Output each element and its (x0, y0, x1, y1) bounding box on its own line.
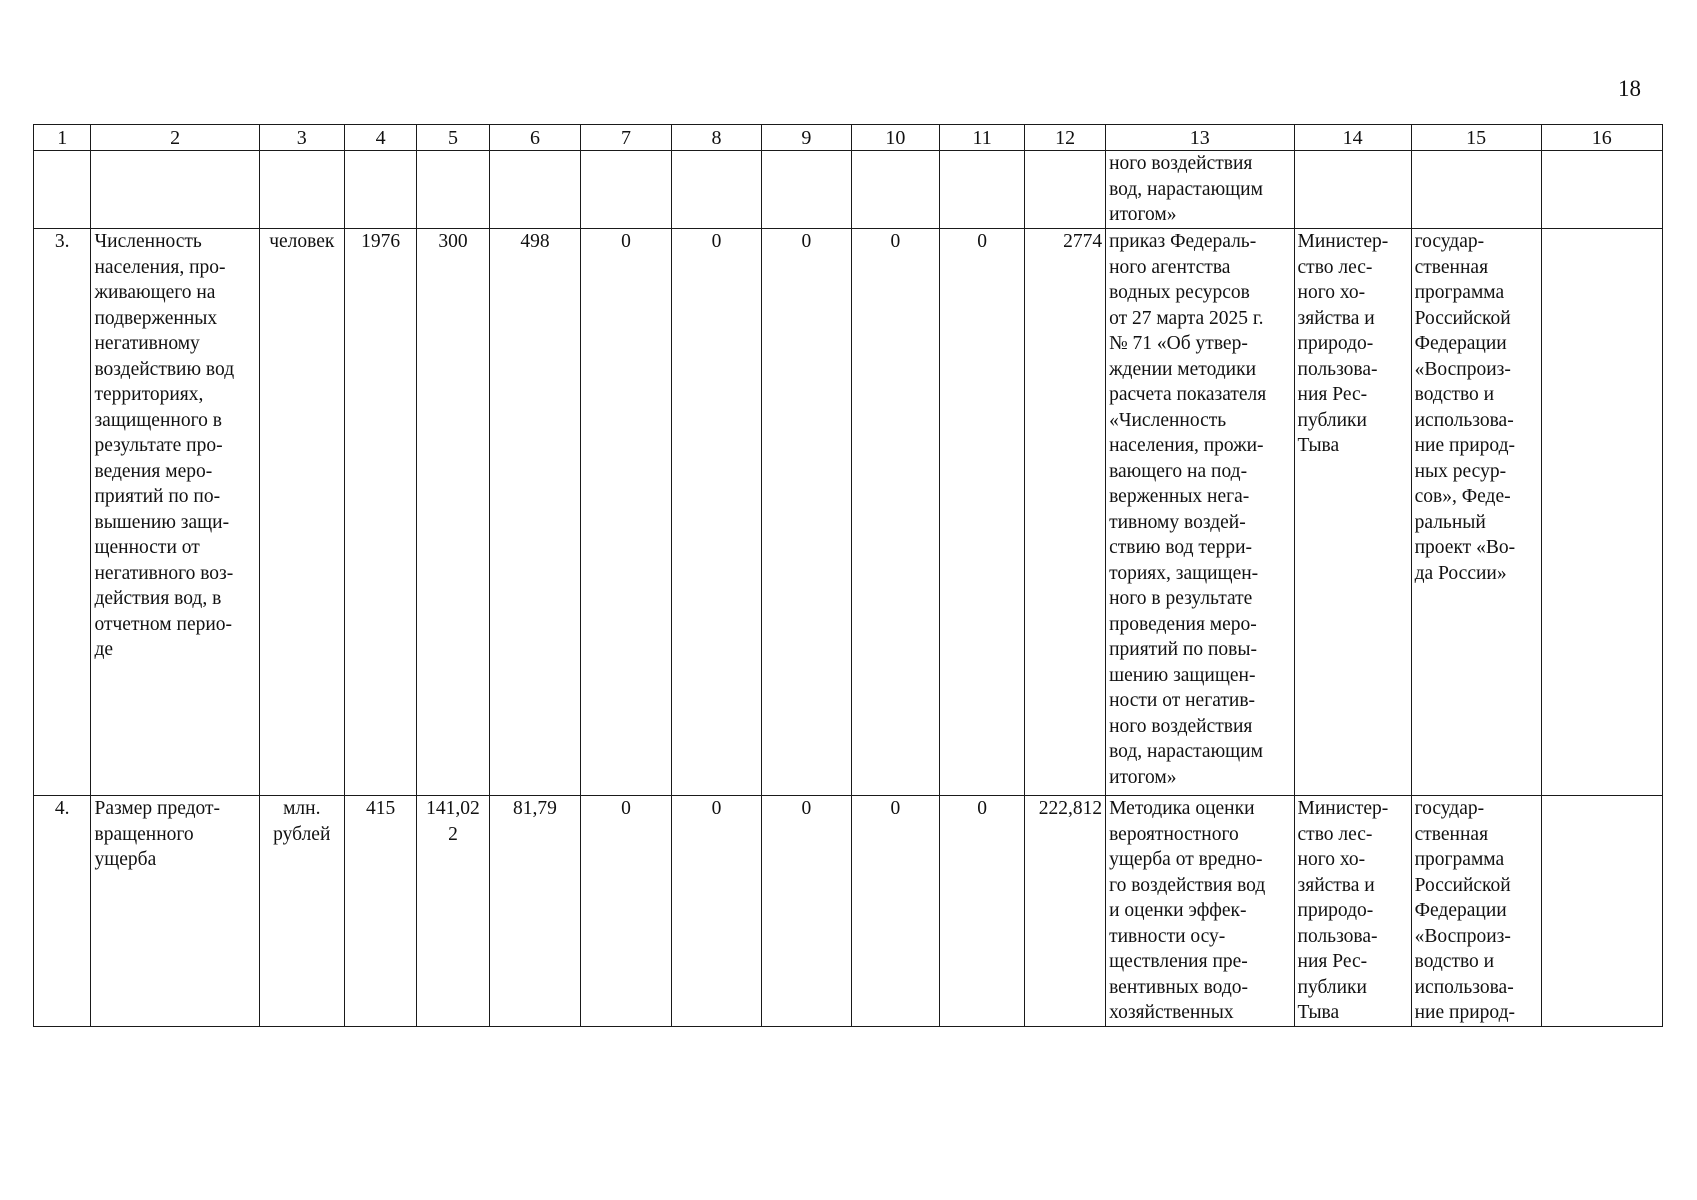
table-header-row (34, 125, 1663, 151)
empty-cell (259, 151, 344, 229)
value-col-5: 300 (417, 229, 489, 796)
header-cell-2: 2 (91, 125, 259, 151)
indicators-table (33, 124, 1663, 1027)
table-row (34, 796, 1663, 1027)
header-cell-13: 13 (1106, 125, 1294, 151)
method-document: Методика оценки вероятностного ущерба от вредно- го воздействия вод и оценки эффек- тивности осу- ществления пре- вентивных водо- хозяйственных (1106, 796, 1294, 1027)
empty-cell (581, 151, 672, 229)
value-col-11: 0 (940, 796, 1025, 1027)
header-cell-3: 3 (259, 125, 344, 151)
empty-cell (1294, 151, 1411, 229)
empty-cell (671, 151, 762, 229)
value-col-7: 0 (581, 229, 672, 796)
header-cell-11: 11 (940, 125, 1025, 151)
value-col-9: 0 (762, 796, 851, 1027)
header-cell-7: 7 (581, 125, 672, 151)
col-16-cell (1541, 229, 1662, 796)
header-cell-12: 12 (1025, 125, 1106, 151)
value-col-4: 1976 (344, 229, 416, 796)
responsible-agency: Министер- ство лес- ного хо- зяйства и природо- пользова- ния Рес- публики Тыва (1294, 229, 1411, 796)
table-row-continuation (34, 151, 1663, 229)
table-row (34, 229, 1663, 796)
unit-cell: млн. рублей (259, 796, 344, 1027)
row-number: 4. (34, 796, 91, 1027)
value-col-6: 81,79 (489, 796, 581, 1027)
header-cell-10: 10 (851, 125, 939, 151)
value-col-7: 0 (581, 796, 672, 1027)
value-col-12: 222,812 (1025, 796, 1106, 1027)
header-cell-5: 5 (417, 125, 489, 151)
empty-cell (489, 151, 581, 229)
method-document: приказ Федераль- ного агентства водных ресурсов от 27 марта 2025 г. № 71 «Об утвер- ждении методики расчета показателя «Численность населения, прожи- вающего на под- верженных нега- тивному воздей- ствию вод терри- ториях, защищен- ного в результате проведения меро- приятий по повы- шению защищен- ности от негатив- ного воздействия вод, нарастающим итогом» (1106, 229, 1294, 796)
value-col-12: 2774 (1025, 229, 1106, 796)
indicator-name: Численность населения, про- живающего на подверженных негативному воздействию вод территориях, защищенного в результате про- ведения меро- приятий по по- вышению защи- щенности от негативного воз- действия вод, в отчетном перио- де (91, 229, 259, 796)
value-col-10: 0 (851, 796, 939, 1027)
value-col-6: 498 (489, 229, 581, 796)
value-col-5: 141,02 2 (417, 796, 489, 1027)
indicator-name: Размер предот- вращенного ущерба (91, 796, 259, 1027)
continuation-method-cell: ного воздействия вод, нарастающим итогом» (1106, 151, 1294, 229)
value-col-10: 0 (851, 229, 939, 796)
value-col-9: 0 (762, 229, 851, 796)
program-reference: государ- ственная программа Российской Федерации «Воспроиз- водство и использова- ние природ- (1411, 796, 1541, 1027)
header-cell-4: 4 (344, 125, 416, 151)
value-col-4: 415 (344, 796, 416, 1027)
row-number: 3. (34, 229, 91, 796)
unit-cell: человек (259, 229, 344, 796)
col-16-cell (1541, 796, 1662, 1027)
empty-cell (344, 151, 416, 229)
responsible-agency: Министер- ство лес- ного хо- зяйства и природо- пользова- ния Рес- публики Тыва (1294, 796, 1411, 1027)
header-cell-8: 8 (671, 125, 762, 151)
empty-cell (1411, 151, 1541, 229)
program-reference: государ- ственная программа Российской Федерации «Воспроиз- водство и использова- ние природ- ных ресур- сов», Феде- ральный проект «Во- да России» (1411, 229, 1541, 796)
empty-cell (762, 151, 851, 229)
header-cell-16: 16 (1541, 125, 1662, 151)
header-cell-6: 6 (489, 125, 581, 151)
value-col-8: 0 (671, 796, 762, 1027)
header-cell-15: 15 (1411, 125, 1541, 151)
page-number: 18 (1618, 76, 1641, 101)
header-cell-1: 1 (34, 125, 91, 151)
value-col-8: 0 (671, 229, 762, 796)
empty-cell (34, 151, 91, 229)
empty-cell (417, 151, 489, 229)
value-col-11: 0 (940, 229, 1025, 796)
empty-cell (851, 151, 939, 229)
header-cell-9: 9 (762, 125, 851, 151)
empty-cell (940, 151, 1025, 229)
empty-cell (91, 151, 259, 229)
empty-cell (1025, 151, 1106, 229)
header-cell-14: 14 (1294, 125, 1411, 151)
empty-cell (1541, 151, 1662, 229)
